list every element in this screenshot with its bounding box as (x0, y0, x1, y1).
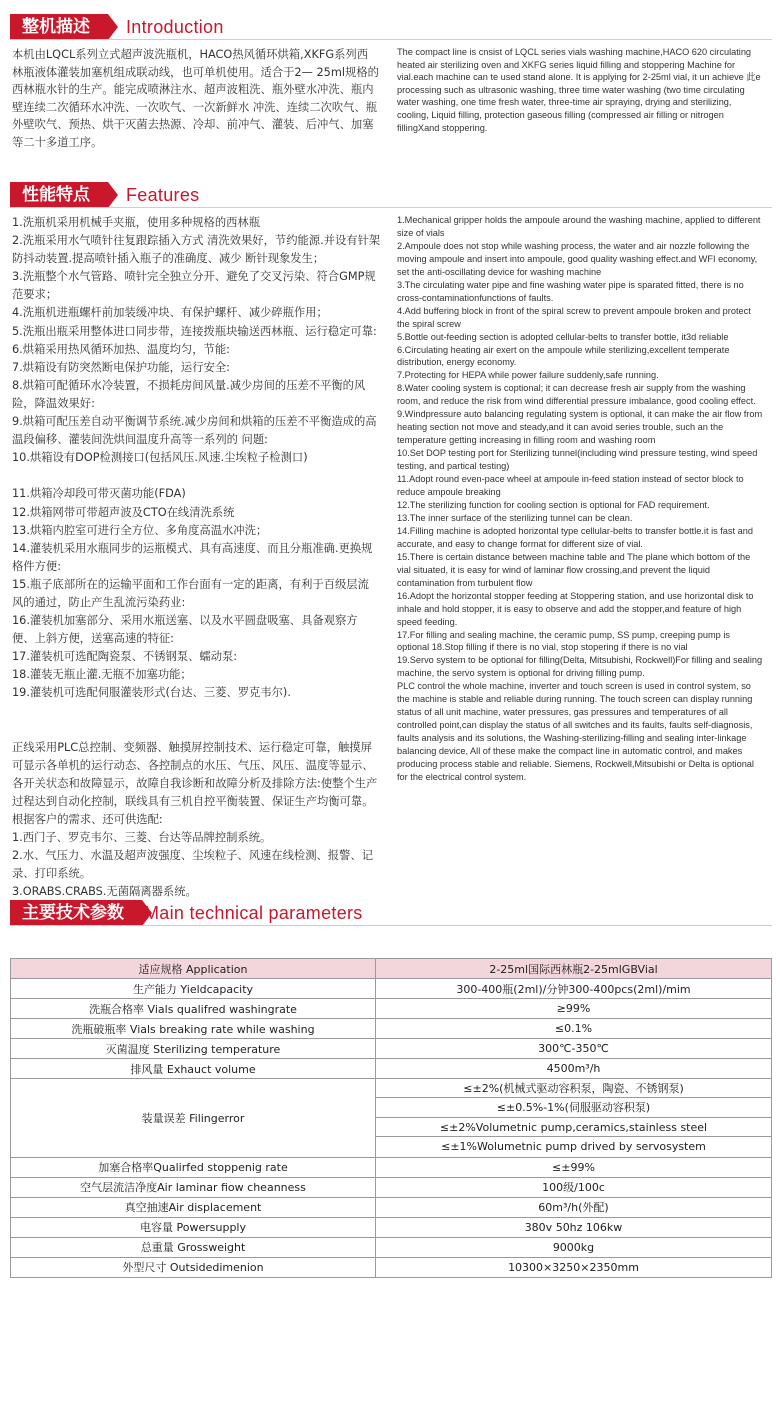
features-en-line: status of all unit machine, water pressures, gas pressures and temperatures of all (397, 707, 728, 718)
params-row (11, 999, 772, 1019)
features-en-line: reduce ampoule breaking (397, 487, 501, 498)
param-value: ≥99% (376, 999, 772, 1019)
features-en-line: producing process stable and reliable. Siemens, Rockwell,Mitsubishi or Delta is optional (397, 759, 754, 770)
features-en-line: 17.For filling and sealing machine, the ceramic pump, SS pump, creeping pump is (397, 629, 730, 640)
features-en-line: 19.Servo system to be optional for filling(Delta, Mitsubishi, Rockwell)For filling and sealing (397, 655, 763, 666)
section-rule (10, 925, 772, 926)
features-cn-line: 8.烘箱可配循环水冷装置，不损耗房间风量.减少房间的压差不平衡的风 (12, 378, 366, 392)
param-label: 适应规格 Application (11, 959, 376, 979)
features-en-line: cross-contaminationfunctions of faults. (397, 292, 554, 303)
features-text-cn (12, 214, 390, 902)
params-row (11, 1059, 772, 1079)
intro-en-line: vial.each machine can te used stand alone. It is applying for 2-25ml vial, it un achieve 此e (397, 72, 761, 83)
features-cn-line: 便、上斜方便，送塞高速的特征: (12, 632, 174, 646)
features-cn-line: 2.水、气压力、水温及超声波强度、尘埃粒子、风速在线检测、报警、记 (12, 849, 373, 863)
features-en-line: machine, the servo system is optional for driving filling pump. (397, 668, 645, 679)
intro-en-line: heated air sterilizing oven and XKFG series liquid filling and stoppering Machine for (397, 59, 736, 70)
intro-en-line: water washing, one time fresh water, three-time air spraying, drying and sterilizing, (397, 97, 732, 108)
features-en-line: 1.Mechanical gripper holds the ampoule around the washing machine, applied to different (397, 215, 761, 225)
params-row (11, 1177, 772, 1197)
features-en-line: accurate, and easy to change format for different size of vial. (397, 538, 643, 549)
features-en-line: faults analysis and its solutions, the Washing-sterilizing-filling and sealing inter-linkage (397, 733, 747, 744)
features-cn-line: 19.灌装机可选配伺服灌装形式(台达、三菱、罗克韦尔). (12, 686, 291, 700)
section-rule (10, 39, 772, 40)
param-value: 9000kg (376, 1237, 772, 1257)
params-row (11, 1257, 772, 1277)
intro-en-line: processing such as ultrasonic washing, three time water washing (two time circulating (397, 84, 745, 95)
param-label: 电容量 Powersupply (11, 1217, 376, 1237)
intro-en-line: The compact line is cnsist of LQCL series vials washing machine,HACO 620 circulating (397, 47, 752, 57)
features-section-header (8, 180, 772, 208)
features-en-line: inhale and hold stopper, it is easy to observe and add the stopper,and feature of high (397, 603, 742, 614)
param-label: 空气层流洁净度Air laminar fiow cheanness (11, 1177, 376, 1197)
features-en-line: 10.Set DOP testing port for Sterilizing tunnel(including wind pressure testing, wind speed (397, 448, 758, 459)
param-label: 洗瓶合格率 Vials qualifred washingrate (11, 999, 376, 1019)
param-value-line: ≤±2%Volumetnic pump,ceramics,stainless steel (376, 1118, 771, 1137)
features-cn-line: 风的通过，防止产生乱流污染药业: (12, 595, 186, 609)
param-value: 60m³/h(外配) (376, 1197, 772, 1217)
params-row (11, 1079, 772, 1158)
features-en-line: 9.Windpressure auto balancing regulating system is optional, it can make the air flow from (397, 409, 763, 420)
features-en-line: 15.There is certain distance between machine table and The plane which bottom of the (397, 551, 751, 562)
param-label: 排风量 Exhauct volume (11, 1059, 376, 1079)
params-row (11, 1237, 772, 1257)
features-cn-line: 5.洗瓶出瓶采用整体进口同步带，连接拨瓶块输送西林瓶、运行稳定可靠: (12, 324, 377, 338)
features-cn-line: 范要求； (12, 288, 58, 302)
features-en-line: 3.The circulating water pipe and fine washing water pipe is sparated fitted, there is no (397, 279, 744, 290)
param-label: 外型尺寸 Outsidedimenion (11, 1257, 376, 1277)
features-en-line: controlled point,can display the status of all switches and its faults, faults self-diagnosis, (397, 720, 753, 731)
features-cn-line: 可显示各单机的运行动态、各控制点的水压、气压、风压、温度等显示、 (12, 758, 374, 772)
features-en-line: 14.Filling machine is adopted horizontal type cellular-belts to transfer bottle.it is fast and (397, 525, 753, 536)
features-cn-line: 险，降温效果好: (12, 396, 95, 410)
features-en-line: 16.Adopt the horizontal stopper feeding at Stoppering station, and use horizontal disk to (397, 590, 754, 601)
section-rule (10, 207, 772, 208)
features-en-line: 11.Adopt round even-pace wheel at ampoule in-feed station instead of sector block to (397, 474, 744, 485)
features-cn-line: 1.西门子、罗克韦尔、三菱、台达等品牌控制系统。 (12, 831, 272, 845)
features-cn-line: 根据客户的需求、还可供选配: (12, 813, 163, 827)
intro-cn-line: 壁连续二次循环水冲洗、一次吹气、一次新鲜水 冲洗、连续二次吹气、瓶 (12, 100, 378, 114)
params-row (11, 1039, 772, 1059)
features-title-cn: 性能特点 (10, 182, 108, 208)
features-en-line: 7.Protecting for HEPA while power failure suddenly,safe running. (397, 370, 659, 381)
features-en-line: speed feeding. (397, 616, 458, 627)
intro-en-line: fillingXand stoppering. (397, 122, 488, 133)
param-label: 洗瓶破瓶率 Vials breaking rate while washing (11, 1019, 376, 1039)
param-value-line: ≤±1%Wolumetnic pump drived by servosystem (441, 1140, 706, 1154)
params-title-cn: 主要技术参数 (10, 900, 142, 926)
param-value: 4500m³/h (376, 1059, 772, 1079)
param-value: 300℃-350℃ (376, 1039, 772, 1059)
features-cn-line (12, 721, 390, 739)
param-label: 总重量 Grossweight (11, 1237, 376, 1257)
intro-text-cn (12, 46, 387, 151)
param-label: 加塞合格率Qualirfed stoppenig rate (11, 1157, 376, 1177)
param-value-line: ≤±0.5%-1%(伺服驱动容积泵) (376, 1098, 771, 1117)
features-cn-line: 格件方便: (12, 559, 61, 573)
param-value: 100级/100c (376, 1177, 772, 1197)
features-en-line: 8.Water cooling system is coptional; it can decrease fresh air supply from the washing (397, 383, 746, 394)
features-cn-line: 9.烘箱可配压差自动平衡调节系统.减少房间和烘箱的压差不平衡造成的高 (12, 415, 377, 429)
features-cn-line: 1.洗瓶机采用机械手夹瓶，使用多种规格的西林瓶 (12, 216, 261, 229)
features-cn-line: 7.烘箱设有防突然断电保护功能，运行安全: (12, 360, 230, 374)
intro-en-line: cooling, Liquid filling, protection gaseous filling (compressed air filling or nitrogen (397, 109, 724, 120)
features-cn-line: 各开关状态和故障显示，故障自我诊断和故障分析及排除方法:使整个生产 (12, 776, 378, 790)
features-en-line: set the anti-oscillating device for washing machine (397, 266, 602, 277)
features-cn-line: 录、打印系统。 (12, 867, 92, 881)
params-row (11, 1217, 772, 1237)
param-label: 生产能力 Yieldcapacity (11, 979, 376, 999)
param-value: 380v 50hz 106kw (376, 1217, 772, 1237)
features-en-line: vial situated, it is easy for wind of laminar flow crossing,and prevent the liquid (397, 564, 711, 575)
params-row (11, 1197, 772, 1217)
features-cn-line: 14.灌装机采用水瓶同步的运瓶模式、具有高速度、而且分瓶准确.更换规 (12, 541, 373, 555)
features-cn-line: 12.烘箱网带可带超声波及CTO在线清洗系统 (12, 505, 235, 519)
param-value: ≤±99% (376, 1157, 772, 1177)
features-cn-line: 6.烘箱采用热风循环加热、温度均匀，节能: (12, 342, 230, 356)
param-value: 10300×3250×2350mm (376, 1257, 772, 1277)
features-en-line: for the electrical control system. (397, 771, 527, 782)
params-row (11, 1019, 772, 1039)
features-en-line: 2.Ampoule does not stop while washing process, the water and air nozzle following the (397, 240, 750, 251)
features-cn-line: 17.灌装机可选配陶瓷泵、不锈钢泵、蠕动泵: (12, 650, 238, 664)
features-en-line: the spiral screw (397, 318, 461, 329)
features-en-line: room, and reduce the risk from wind differential pressure imbalance, good cooling effect. (397, 396, 756, 407)
param-value: 2-25ml国际西林瓶2-25mlGBVial (376, 959, 772, 979)
features-cn-line: 2.洗瓶采用水气喷针往复跟踪插入方式 清洗效果好，节约能源.并设有针架 (12, 234, 381, 248)
features-cn-line: 正线采用PLC总控制、变频器、触摸屏控制技术、运行稳定可靠，触摸屏 (12, 740, 372, 754)
features-cn-line: 11.烘箱冷却段可带灭菌功能(FDA) (12, 487, 186, 501)
features-en-line: PLC control the whole machine, inverter and touch screen is used in control system, so (397, 681, 751, 692)
intro-section-header (8, 12, 772, 40)
param-label: 装量误差 Filingerror (11, 1079, 376, 1158)
params-section-header (8, 898, 772, 926)
features-cn-line: 13.烘箱内腔室可进行全方位、多角度高温水冲洗； (12, 523, 268, 537)
features-title-en: Features (126, 185, 200, 205)
features-en-line: 6.Circulating heating air exert on the ampoule while sterilizing,excellent temperate (397, 344, 730, 355)
features-en-line: 5.Bottle out-feeding section is adopted cellular-belts to transfer bottle, it3d reliable (397, 331, 729, 342)
intro-cn-line: 林瓶液体灌装加塞机组成联动线，也可单机使用。适合于2— 25ml规格的 (12, 65, 379, 79)
features-en-line: 4.Add buffering block in front of the spiral screw to prevent ampoule broken and protect (397, 305, 751, 316)
features-en-line: moving ampoule and insert into ampoule, good quality washing effect.and WFI economy, (397, 253, 758, 264)
features-cn-line: 16.灌装机加塞部分、采用水瓶送塞、以及水平圆盘吸塞、具备观察方 (12, 614, 358, 628)
features-cn-line: 3.洗瓶整个水气管路、喷针完全独立分开、避免了交叉污染、符合GMP规 (12, 270, 376, 284)
features-en-line: 12.The sterilizing function for cooling section is optional for FAD requirement. (397, 499, 710, 510)
params-row (11, 979, 772, 999)
features-en-line: contamination from turbulent flow (397, 577, 533, 588)
features-cn-line: 4.洗瓶机进瓶螺杆前加装缓冲块、有保护螺杆、减少碎瓶作用； (12, 306, 328, 320)
features-en-line: 13.The inner surface of the sterilizing tunnel can be clean. (397, 512, 633, 523)
params-title-en: Main technical parameters (144, 903, 363, 923)
intro-cn-line: 西林瓶水针的生产。能完成喷淋注水、超声波粗洗、瓶外壁水冲洗、瓶内 (12, 83, 374, 96)
features-cn-line (12, 467, 390, 485)
intro-cn-line: 本机由LQCL系列立式超声波洗瓶机，HACO热风循环烘箱,XKFG系列西 (12, 48, 368, 61)
intro-text-en (397, 46, 772, 134)
features-cn-line: 10.烘箱设有DOP检测接口(包括风压.风速.尘埃粒子检测口) (12, 451, 308, 465)
features-en-line: testing, and partical testing) (397, 461, 510, 472)
param-label: 灭菌温度 Sterilizing temperature (11, 1039, 376, 1059)
features-cn-line: 过程达到自动化控制，联线具有三机自控平衡装置、保证生产均衡可靠。 (12, 795, 374, 808)
param-value-line: ≤±2%(机械式驱动容积泵，陶瓷、不锈钢泵) (376, 1079, 771, 1098)
params-row (11, 1157, 772, 1177)
intro-title-cn: 整机描述 (10, 14, 108, 40)
features-cn-line: 3.ORABS.CRABS.无菌隔离器系统。 (12, 885, 197, 899)
features-text-en (397, 214, 772, 784)
param-value: 300-400瓶(2ml)/分钟300-400pcs(2ml)/mim (376, 979, 772, 999)
features-cn-line: 18.灌装无瓶止灌.无瓶不加塞功能； (12, 668, 192, 682)
intro-cn-line: 等二十多道工序。 (12, 135, 103, 149)
features-cn-line: 防抖动装置.提高喷针插入瓶子的准确度、减少 断针现象发生； (12, 252, 325, 266)
features-en-line: the machine is stable and reliable during running. The touch screen can display running (397, 694, 753, 705)
features-en-line: balancing device, All of these make the compact line in automatic control, and makes (397, 746, 743, 757)
param-value (376, 1079, 772, 1158)
features-en-line: optional 18.Stop filling if there is no vial, stop stopering if there is no vial (397, 642, 688, 653)
features-en-line: size of vials (397, 227, 445, 238)
features-cn-line: 15.瓶子底部所在的运输平面和工作台面有一定的距离，有利于百级层流 (12, 577, 369, 591)
features-en-line: heating section not move and steady,and it can avoid series trouble, such an the (397, 422, 724, 433)
features-en-line: temperature getting increasing in filling room and washing room (397, 435, 656, 446)
param-label: 真空抽速Air displacement (11, 1197, 376, 1217)
features-cn-line: 温段偏移、灌装间洗烘间温度升高等一系列的 问题: (12, 433, 268, 447)
intro-title-en: Introduction (126, 17, 224, 37)
params-table (10, 958, 772, 1278)
intro-cn-line: 外壁吹气、预热、烘干灭菌去热源、冷却、前冲气、灌装、后冲气、加塞 (12, 118, 374, 131)
features-en-line: distribution, energy economy. (397, 357, 517, 368)
param-value: ≤0.1% (376, 1019, 772, 1039)
features-cn-line (12, 703, 390, 721)
params-row (11, 959, 772, 979)
